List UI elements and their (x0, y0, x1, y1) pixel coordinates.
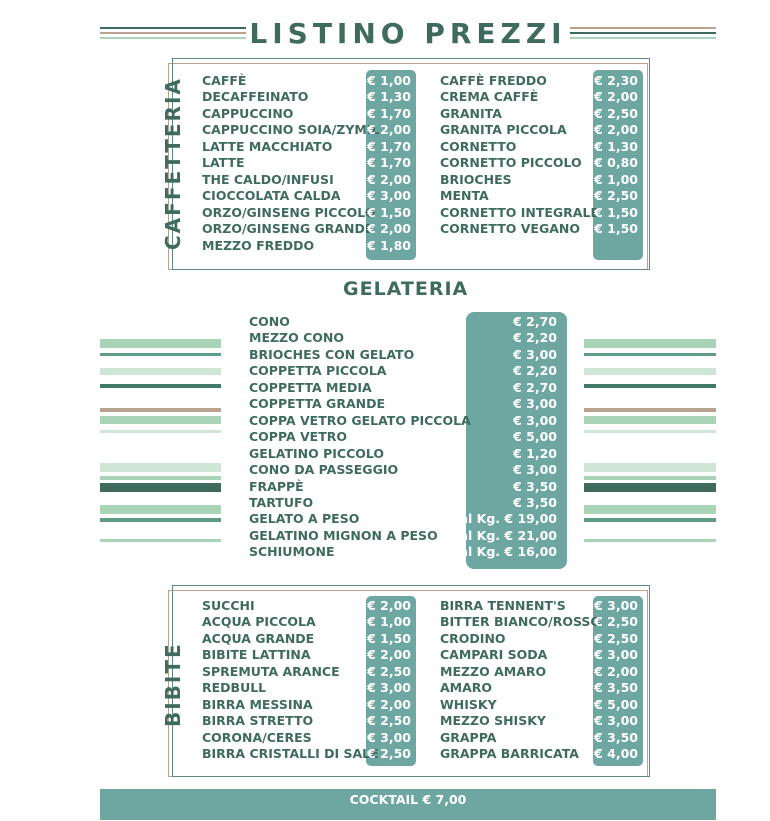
caffetteria-item-price: € 2,50 (594, 105, 638, 121)
stripe-right (584, 483, 716, 492)
bibite-item-price: € 3,00 (594, 647, 638, 663)
bibite-item-price: € 3,00 (594, 598, 638, 613)
gelateria-item-price: € 3,00 (513, 346, 557, 362)
gelateria-item-price: € 2,20 (513, 330, 557, 346)
bibite-item-price: € 3,00 (367, 729, 411, 745)
caffetteria-item-name: ORZO/GINSENG PICCOLO (202, 204, 376, 220)
gelateria-item-price: € 3,00 (513, 462, 557, 478)
stripe-right (584, 339, 716, 348)
gelateria-item-price: € 2,70 (513, 379, 557, 395)
gelateria-item-price: € 1,20 (513, 445, 557, 461)
caffetteria-item-name: CAPPUCCINO (202, 105, 294, 121)
bibite-item-price: € 2,50 (594, 630, 638, 646)
stripe-left (100, 353, 221, 356)
gelateria-item-price: al Kg. € 16,00 (459, 544, 557, 560)
bibite-item-name: BIRRA STRETTO (202, 713, 314, 729)
stripe-left (100, 476, 221, 480)
gelateria-item-name: SCHIUMONE (249, 544, 335, 560)
caffetteria-item-price: € 2,50 (594, 188, 638, 204)
bibite-item-price: € 2,00 (367, 598, 411, 613)
stripe-right (584, 505, 716, 514)
bibite-item-price: € 3,00 (367, 680, 411, 696)
caffetteria-item-name: CAFFÈ (202, 73, 247, 88)
bibite-item-price: € 2,50 (367, 663, 411, 679)
gelateria-item-price: € 2,70 (513, 314, 557, 329)
title-bar (100, 16, 716, 52)
gelateria-item-name: COPPA VETRO (249, 429, 347, 445)
caffetteria-item-price: € 2,00 (367, 171, 411, 187)
gelateria-item-name: FRAPPÈ (249, 478, 304, 494)
caffetteria-item-price: € 1,50 (594, 204, 638, 220)
gelateria-item-name: CONO (249, 314, 290, 329)
bibite-item-name: ACQUA GRANDE (202, 630, 315, 646)
bibite-item-name: CORONA/CERES (202, 729, 312, 745)
gelateria-item-name: BRIOCHES CON GELATO (249, 346, 415, 362)
stripe-left (100, 430, 221, 433)
caffetteria-item-price: € 2,00 (367, 122, 411, 138)
caffetteria-label: CAFFETTERIA (161, 77, 185, 250)
stripe-right (584, 518, 716, 522)
caffetteria-item-price: € 1,00 (594, 171, 638, 187)
bibite-item-price: € 1,00 (367, 614, 411, 630)
gelateria-item-price: € 3,00 (513, 412, 557, 428)
caffetteria-item-name: CAFFÈ FREDDO (440, 73, 547, 88)
bibite-item-price: € 5,00 (594, 696, 638, 712)
bibite-item-name: MEZZO AMARO (440, 663, 547, 679)
bibite-item-name: BIRRA CRISTALLI DI SALE (202, 746, 379, 762)
caffetteria-item-name: GRANITA (440, 105, 502, 121)
gelateria-item-price: € 5,00 (513, 429, 557, 445)
caffetteria-item-name: BRIOCHES (440, 171, 512, 187)
caffetteria-item-name: MENTA (440, 188, 489, 204)
bibite-item-price: € 3,50 (594, 729, 638, 745)
stripe-left (100, 483, 221, 492)
gelateria-item-price: € 3,50 (513, 478, 557, 494)
gelateria-item-name: TARTUFO (249, 494, 314, 510)
caffetteria-item-name: MEZZO FREDDO (202, 237, 315, 253)
bibite-item-price: € 2,00 (594, 663, 638, 679)
bibite-item-price: € 1,50 (367, 630, 411, 646)
bibite-item-name: BIRRA MESSINA (202, 696, 313, 712)
bibite-item-price: € 2,00 (367, 696, 411, 712)
bibite-item-name: SUCCHI (202, 598, 255, 613)
bibite-item-price: € 3,00 (594, 713, 638, 729)
caffetteria-item-name: CORNETTO VEGANO (440, 221, 580, 237)
caffetteria-item-price: € 2,30 (594, 73, 638, 88)
stripe-right (584, 353, 716, 356)
bibite-item-name: SPREMUTA ARANCE (202, 663, 340, 679)
bibite-item-price: € 2,50 (367, 746, 411, 762)
bibite-item-name: REDBULL (202, 680, 267, 696)
gelateria-item-name: COPPETTA PICCOLA (249, 363, 387, 379)
stripe-right (584, 463, 716, 472)
gelateria-item-name: COPPETTA MEDIA (249, 379, 372, 395)
caffetteria-item-name: ORZO/GINSENG GRANDE (202, 221, 374, 237)
caffetteria-item-price: € 2,00 (594, 122, 638, 138)
gelateria-item-price: € 2,20 (513, 363, 557, 379)
caffetteria-item-price: € 1,50 (367, 204, 411, 220)
gelateria-item-name: GELATINO MIGNON A PESO (249, 527, 438, 543)
caffetteria-item-price: € 3,00 (367, 188, 411, 204)
caffetteria-item-name: CORNETTO INTEGRALE (440, 204, 599, 220)
bibite-item-name: MEZZO SHISKY (440, 713, 546, 729)
caffetteria-item-price: € 0,80 (594, 155, 638, 171)
stripe-left (100, 339, 221, 348)
bibite-item-name: BITTER BIANCO/ROSSO (440, 614, 602, 630)
bibite-item-name: GRAPPA (440, 729, 497, 745)
cocktail-bar: COCKTAIL € 7,00 (100, 789, 716, 820)
caffetteria-item-name: DECAFFEINATO (202, 89, 309, 105)
caffetteria-item-price: € 1,70 (367, 105, 411, 121)
bibite-item-price: € 2,50 (367, 713, 411, 729)
stripe-left (100, 368, 221, 375)
gelateria-item-price: € 3,50 (513, 494, 557, 510)
caffetteria-item-name: THE CALDO/INFUSI (202, 171, 334, 187)
caffetteria-item-price: € 2,00 (594, 89, 638, 105)
bibite-item-name: CAMPARI SODA (440, 647, 548, 663)
caffetteria-item-price: € 1,00 (367, 73, 411, 88)
stripe-left (100, 384, 221, 388)
caffetteria-item-name: LATTE (202, 155, 245, 171)
stripe-left (100, 416, 221, 424)
bibite-item-name: GRAPPA BARRICATA (440, 746, 579, 762)
gelateria-item-price: al Kg. € 19,00 (459, 511, 557, 527)
bibite-item-price: € 4,00 (594, 746, 638, 762)
caffetteria-item-price: € 1,50 (594, 221, 638, 237)
stripe-left (100, 539, 221, 542)
caffetteria-item-price: € 1,30 (594, 138, 638, 154)
caffetteria-item-name: CORNETTO PICCOLO (440, 155, 582, 171)
gelateria-item-name: MEZZO CONO (249, 330, 344, 346)
gelateria-item-name: CONO DA PASSEGGIO (249, 462, 399, 478)
caffetteria-item-name: CAPPUCCINO SOIA/ZYMIL (202, 122, 380, 138)
caffetteria-item-name: LATTE MACCHIATO (202, 138, 333, 154)
stripe-right (584, 476, 716, 480)
gelateria-item-name: GELATO A PESO (249, 511, 360, 527)
bibite-label: BIBITE (161, 642, 185, 727)
bibite-item-name: BIBITE LATTINA (202, 647, 311, 663)
gelateria-title: GELATERIA (343, 278, 469, 300)
caffetteria-item-price: € 2,00 (367, 221, 411, 237)
bibite-item-name: BIRRA TENNENT'S (440, 598, 566, 613)
bibite-item-name: CRODINO (440, 630, 506, 646)
bibite-item-name: AMARO (440, 680, 493, 696)
stripe-left (100, 463, 221, 472)
caffetteria-item-price: € 1,30 (367, 89, 411, 105)
gelateria-item-name: GELATINO PICCOLO (249, 445, 385, 461)
stripe-right (584, 416, 716, 424)
bibite-item-price: € 2,50 (594, 614, 638, 630)
page-title: LISTINO PREZZI (249, 17, 567, 50)
caffetteria-item-name: CIOCCOLATA CALDA (202, 188, 341, 204)
gelateria-item-price: € 3,00 (513, 396, 557, 412)
gelateria-item-name: COPPA VETRO GELATO PICCOLA (249, 412, 471, 428)
caffetteria-item-price: € 1,80 (367, 237, 411, 253)
stripe-left (100, 518, 221, 522)
gelateria-item-price: al Kg. € 21,00 (459, 527, 557, 543)
caffetteria-item-price: € 1,70 (367, 138, 411, 154)
caffetteria-item-name: CORNETTO (440, 138, 517, 154)
caffetteria-item-name: GRANITA PICCOLA (440, 122, 567, 138)
bibite-item-name: WHISKY (440, 696, 497, 712)
stripe-right (584, 539, 716, 542)
bibite-item-price: € 3,50 (594, 680, 638, 696)
bibite-item-price: € 2,00 (367, 647, 411, 663)
stripe-right (584, 430, 716, 433)
caffetteria-item-price: € 1,70 (367, 155, 411, 171)
caffetteria-item-name: CREMA CAFFÈ (440, 89, 539, 105)
bibite-item-name: ACQUA PICCOLA (202, 614, 316, 630)
stripe-right (584, 384, 716, 388)
stripe-left (100, 505, 221, 514)
stripe-right (584, 368, 716, 375)
gelateria-item-name: COPPETTA GRANDE (249, 396, 385, 412)
stripe-left (100, 408, 221, 412)
stripe-right (584, 408, 716, 412)
